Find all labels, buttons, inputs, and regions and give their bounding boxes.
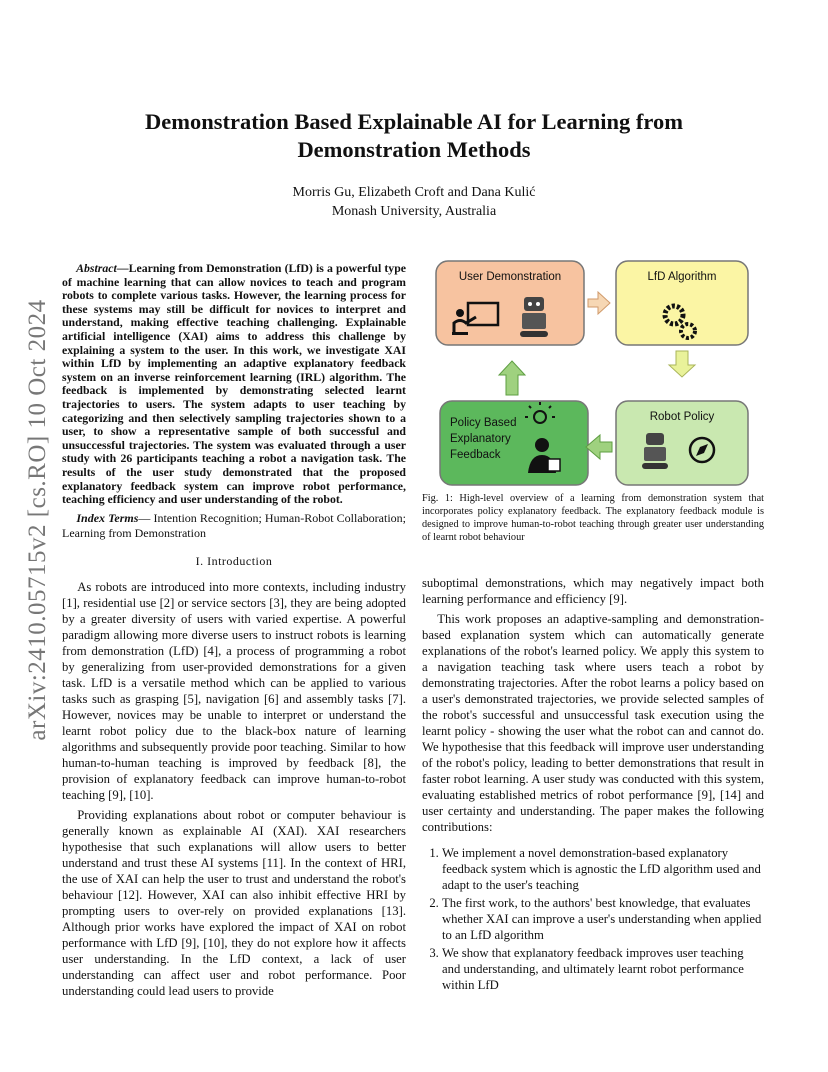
arrow-left-icon bbox=[586, 435, 612, 459]
feedback-label bbox=[450, 415, 530, 463]
right-paragraph-1: suboptimal demonstrations, which may negatively impact both learning performance and efficiency [9]. bbox=[422, 576, 764, 606]
authors: Morris Gu, Elizabeth Croft and Dana Kulić bbox=[292, 185, 536, 200]
contribution-item: 3. We show that explanatory feedback improves user teaching and understanding, and ultimately learnt robot performance within LfD bbox=[442, 945, 764, 993]
title-line-2: Demonstration Methods bbox=[297, 137, 531, 162]
intro-paragraph-1: As robots are introduced into more contexts, including industry [1], residential use [2] or service sectors [3], they are being adopted by a greater diversity of users with varied expertise. A powerful paradigm allowing more diverse users to instruct robots is learning from demonstration (LfD) [4], a process of programming a robot by generalizing from user-provided demonstrations for a given task. LfD is a versatile method which can be applied to various tasks such as grasping [5], navigation [6] and assembly tasks [7]. However, novices may be unable to interpret or understand the learnt robot policy due to the black-box nature of learning algorithms and subsequently provide poor teaching. Similar to how human-to-human teaching is improved by feedback [8], the provision of explanatory feedback can improve human-to-robot teaching [9], [10]. bbox=[62, 579, 406, 802]
lfd-label: LfD Algorithm bbox=[647, 271, 717, 283]
contribution-item: 1. We implement a novel demonstration-based explanatory feedback system which is agnostic the LfD algorithm used and adapt to the user's teaching bbox=[442, 845, 764, 893]
author-block bbox=[80, 183, 748, 221]
feedback-label-line-2: Explanatory bbox=[450, 433, 511, 445]
feedback-label-line-1: Policy Based bbox=[450, 417, 517, 429]
contribution-item: 2. The first work, to the authors' best knowledge, that evaluates whether XAI can improve a user's understanding when applied to an LfD algorithm bbox=[442, 895, 764, 943]
intro-paragraph-2: Providing explanations about robot or computer behaviour is generally known as explainable AI (XAI). XAI researchers hypothesise that such explanations will allow users to better understand and trust these AI systems [11]. In the context of HRI, the use of XAI can help the user to trust and understand the robot's behaviour [12]. However, XAI can also inhibit effective HRI by prompting users to over-rely on provided explanations [13]. Although prior works have explored the impact of XAI on robot performance with LfD [9], [10], they do not explore how it affects user understanding. In the LfD context, a lack of user understanding can affect user and robot performance. Poor understanding could lead users to provide bbox=[62, 807, 406, 998]
figure-1 bbox=[422, 255, 764, 495]
index-terms-text: — Intention Recognition; Human-Robot Collaboration; Learning from Demonstration bbox=[62, 510, 406, 540]
left-column bbox=[62, 262, 406, 1003]
abstract-text: —Learning from Demonstration (LfD) is a powerful type of machine learning that can allow novices to teach and program robots to complete various tasks. However, the learning process for these systems may still be difficult for novices to interpret and understand, making effective teaching challenging. Explainable artificial intelligence (XAI) aims to address this challenge by explaining a system to the user. In this work, we investigate XAI within LfD by implementing an adaptive explanatory feedback system on an inverse reinforcement learning (IRL) algorithm. The feedback is implemented by demonstrating selected learnt trajectories to users. The system adapts to user teaching by categorizing and then selectively sampling trajectories shown to a user, to show a representative sample of both successful and unsuccessful trajectories. The system was evaluated through a user study with 26 participants teaching a robot a navigation task. The results of the user study demonstrated that the proposed explanatory feedback system can improve robot performance, teaching efficiency and user understanding of the robot. bbox=[62, 261, 406, 507]
arrow-right-icon bbox=[588, 292, 610, 314]
arrow-up-icon bbox=[499, 361, 525, 395]
user-demo-label: User Demonstration bbox=[458, 271, 562, 283]
right-paragraph-2: This work proposes an adaptive-sampling and demonstration-based explanation system which can automatically generate explanations of the robot's learned policy. We apply this system to a navigation teaching task where users teach a robot by demonstrating trajectories. After the robot learns a policy based on a user's demonstrated trajectories, we provide selected samples of the robot's successful and unsuccessful task execution using the learnt policy - showing the user what the robot can and cannot do. We hypothesise that this feedback will improve user understanding of the robot's policy, leading to better demonstrations that result in faster robot learning. A user study was conducted with this system, evaluating established metrics of robot performance [9], [14] and user certainty and understanding. The paper makes the following contributions: bbox=[422, 612, 764, 834]
paper-title bbox=[80, 108, 748, 164]
right-column bbox=[422, 575, 764, 995]
contributions-list bbox=[422, 845, 764, 993]
section-heading: I. Introduction bbox=[195, 553, 273, 568]
abstract-label: Abstract bbox=[76, 261, 117, 275]
affiliation: Monash University, Australia bbox=[331, 204, 497, 219]
arxiv-identifier: arXiv:2410.05715v2 [cs.RO] 10 Oct 2024 bbox=[24, 299, 51, 741]
robot-policy-label: Robot Policy bbox=[649, 411, 715, 423]
arrow-down-icon bbox=[669, 351, 695, 377]
abstract bbox=[62, 262, 406, 507]
feedback-label-line-3: Feedback bbox=[450, 449, 501, 461]
robot-icon bbox=[520, 297, 548, 337]
title-line-1: Demonstration Based Explainable AI for Learning from bbox=[145, 109, 683, 134]
index-terms-label: Index Terms bbox=[76, 510, 139, 525]
arxiv-sidebar bbox=[18, 280, 58, 760]
index-terms bbox=[62, 511, 406, 541]
figure-caption: Fig. 1: High-level overview of a learning from demonstration system that incorporates policy explanatory feedback. The explanatory feedback module is designed to improve human-to-robot teaching through greater user understanding of learnt robot behaviour bbox=[422, 493, 764, 543]
